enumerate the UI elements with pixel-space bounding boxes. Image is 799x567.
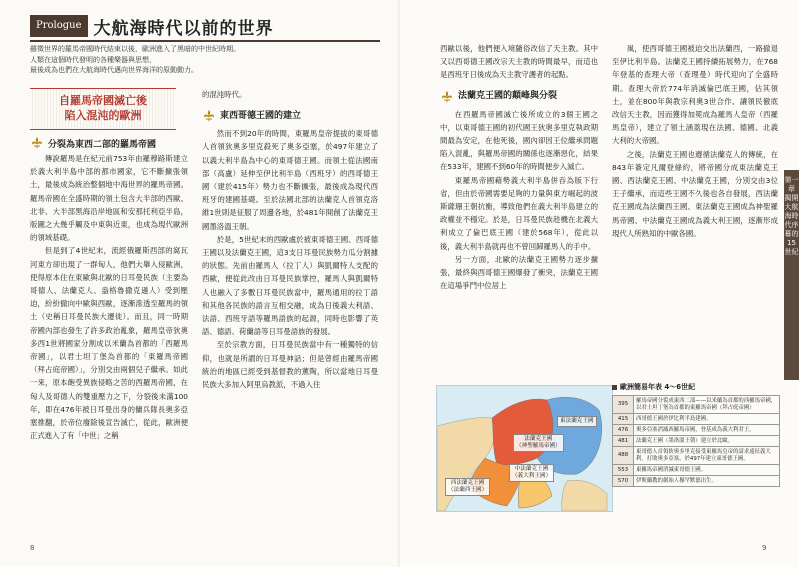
section-title-box [30,88,176,130]
map-label-frank: 法蘭克王國 （神聖羅馬帝國） [513,434,564,452]
map-label-east-frank: 東法蘭克王國 [557,416,597,427]
subsection-heading [440,90,598,104]
paragraph: 於是，5世紀末的西歐處於被東哥德王國、西哥德王國以及法蘭克王國，這3支日耳曼民族勢力瓜分割據的狀態。先前由羅馬人（拉丁人）與凱爾特人支配的西歐，便從此改由日耳曼民族掌控，羅馬人與凱爾特人也融入了多數日耳曼民族當中，羅馬通用的拉丁語和其他各民族的語言互相交融，成為日後義大利語、法語、西班牙語等羅馬語族的起源，同時也影響了英語、德語、荷蘭語等日耳曼語族的發展。 [202,234,378,337]
map-label-middle-frank: 中法蘭克王國 （義大利王國） [509,464,554,482]
chronology-title: 歐洲簡易年表 4～6世紀 [612,382,780,392]
page-title: 大航海時代以前的世界 [93,18,274,39]
page-number-left: 8 [30,544,35,552]
right-column-2 [612,42,778,240]
fleur-de-lis-icon [440,90,454,104]
box-title-line: 自羅馬帝國滅亡後 [59,94,147,107]
paragraph: 風，使西哥德王國被迫交出法蘭西，一路撤退至伊比利半島。法蘭克王國持續拓展勢力，在768年登基的查理大帝（查理曼）時代迎向了全盛時期。查理大帝於774年消滅倫巴底王國，佔其領土，並在800年與教宗利奧3世合作、讓領民徹底改信天主教，因而獲得加冕成為羅馬人皇帝（西羅馬皇帝），建立了領土涵蓋現在法國、德國、北義大利的大帝國。 [612,44,778,146]
paragraph: 之後，法蘭克王國也遵循法蘭克人的傳統，在843年簽定凡爾登條約，將帝國分成東法蘭克王國、西法蘭克王國、中法蘭克王國，分別交由3位王子繼承，而這些王國不久後也各自發展，西法蘭克王國成為法蘭西王國、東法蘭克王國成為神聖羅馬帝國、中法蘭克王國成為義大利王國，逐漸形成現代人所熟知的中歐各國。 [612,149,778,238]
intro-line: 雖徵世界的羅馬帝國時代結束以後，歐洲進入了黑暗的中世紀時期。 [30,45,240,53]
side-tab-label: 第一章 揭開大航海時代序幕的15世紀 [784,176,799,256]
prologue-tag: Prologue [30,15,88,37]
paragraph: 在西羅馬帝國滅亡後所成立的3個王國之中，以東哥德王國的初代國王狄奧多里克執政期間最為安定，在他死後，國內卻因王位繼承問題陷入混亂，與羅馬帝國的關係也逐漸惡化，結果在533年，建國不到60年的時間便步入滅亡。 [440,109,598,172]
chronology-table [612,382,780,487]
paragraph: 另一方面，北歐的法蘭克王國勢力逐步擴張，最終與西哥德王國爆發了衝突，法蘭克王國在這場爭鬥中位居上 [440,254,598,291]
chapter-header [30,14,380,38]
box-title-line: 陷入混沌的歐洲 [64,109,142,122]
left-column-1 [30,152,188,442]
page-number-right: 9 [762,544,767,552]
map-label-west-frank: 西法蘭克王國 （法蘭西王國） [445,478,490,496]
intro-line: 最後成為也們在大航海時代邁向世界海洋的原動動力。 [30,66,198,74]
paragraph: 東羅馬帝國藉勢義大利半島併吞為版下行省，但由於帝國需要足夠的力量與東方崛起的波斯薩珊王朝抗衡，導致他們在義大利半島建立的政權並不穩定。於是，日耳曼民族趁機在北義大利成立了倫巴底王國（建於568年），從此以後，義大利半島就再也不曾回歸羅馬人的手中。 [440,175,598,251]
fleur-de-lis-icon [30,136,44,150]
subsection-title: 分裂為東西二部的羅馬帝國 [48,139,157,150]
paragraph: 傳說羅馬是在紀元前753年由羅穆路斯建立於義大利半島中部的都市國家，它不斷擴張領土，最後成為統治整個地中海世界的羅馬帝國。羅馬帝國在全盛時期的領土包含大半部的西歐、北非、大半部黑海沿岸地區和安那托利亞半島，版圖之大幾乎觸及中東與近東，也成為現代歐洲的領域基礎。 [30,154,188,243]
fleur-de-lis-icon [202,109,216,123]
subsection-heading [202,109,378,123]
paragraph: 然而不到20年的時間，東羅馬皇帝提拔的東哥德人首領狄奧多里克殺死了奧多亞塞，於497年建立了以義大利半島為中心的東哥德王國。而領土從法國南部（高盧）延伸至伊比利半島（西班牙）的西哥德王國（建於415年）勢力也不斷擴張，最後成為現代西班牙的建國基礎。至於法國北部的法蘭克人首領克洛維1世則是征服了周邊各地，於481年開創了法蘭克王國墨洛溫王朝。 [202,129,378,231]
table-row: 395 羅馬帝國分裂成東西二部——以米蘭為首都的西羅馬帝國，以君士坦丁堡為首都的東羅馬帝國（拜占庭帝國） [613,396,780,414]
paragraph: 但是到了4世紀末，流經俄羅斯西部的窩瓦河東方卻出現了一群匈人，他們大舉入侵歐洲，使得原本住在東歐與北歐的日耳曼民族（主要為哥德人、法蘭克人、盎格魯撒克遜人）受到壓迫，紛紛撤向中歐與西歐，逐漸滲透至羅馬的領土（史稱日耳曼民族大遷徙）。而且，同一時期帝國內部也發生了許多政治亂象，羅馬皇帝狄奧多西1世將國家分割成以米蘭為首都的「西羅馬帝國」，以君士坦丁堡為首都的「東羅馬帝國（拜占庭帝國）」，分別交由兩個兒子繼承。如此一來，原本飽受異族侵略之苦的西羅馬帝國，在匈人及哥德人的雙重壓力之下，分裂後未滿100年，即在476年被日耳曼出身的傭兵隊長奧多亞塞推翻，於帝位廢除後宣告滅亡，從此，歐洲便正式進入了有「中世」之稱 [30,246,188,441]
intro-line: 人類在這個時代發明的各種樂器與思想， [30,55,156,64]
left-page [0,0,399,567]
frankish-kingdom-map [436,385,613,512]
subsection-title: 法蘭克王國的顛峰與分裂 [458,91,558,101]
subsection-heading [30,136,156,150]
table-row: 488 東哥德人首領狄奧多里克接受東羅馬皇帝的請求遠征義大利，打敗奧多亞塞，於497年建立東哥德王國。 [613,447,780,465]
right-column-1 [440,42,598,292]
intro-text [30,44,380,76]
table-row: 481 法蘭克王國（墨洛溫王朝）建立於北歐。 [613,436,780,447]
chronology-grid [612,395,780,487]
paragraph: 至於宗教方面，日耳曼民族當中有一種獨特的信仰，也就是所謂的日耳曼神話；但是曾經由羅馬帝國統治的地區已經受到基督教的薰陶，所以當地日耳曼民族大多加入阿里烏教派，不過入住 [202,340,378,390]
table-row: 476 奧多亞塞消滅西羅馬帝國，登基成為義大利君王。 [613,425,780,436]
paragraph-continued: 西歐以後，他們便入境隨俗改信了天主教。其中又以西哥德王國改宗天主教的時間最早，而這也是西班牙日後成為天主教守護者的起點。 [440,44,598,80]
chapter-side-tab [784,170,799,380]
table-row: 570 伊斯蘭教的創始人穆罕默德出生。 [613,476,780,487]
square-bullet-icon [612,385,617,390]
right-page [400,0,799,567]
paragraph-continued: 的混沌時代。 [202,90,247,99]
header-rule [30,40,380,42]
table-row: 553 東羅馬帝國消滅東哥德王國。 [613,465,780,476]
left-column-2 [202,88,378,391]
table-row: 415 西哥德王國於伊比利半島建國。 [613,414,780,425]
subsection-title: 東西哥德王國的建立 [220,110,302,121]
